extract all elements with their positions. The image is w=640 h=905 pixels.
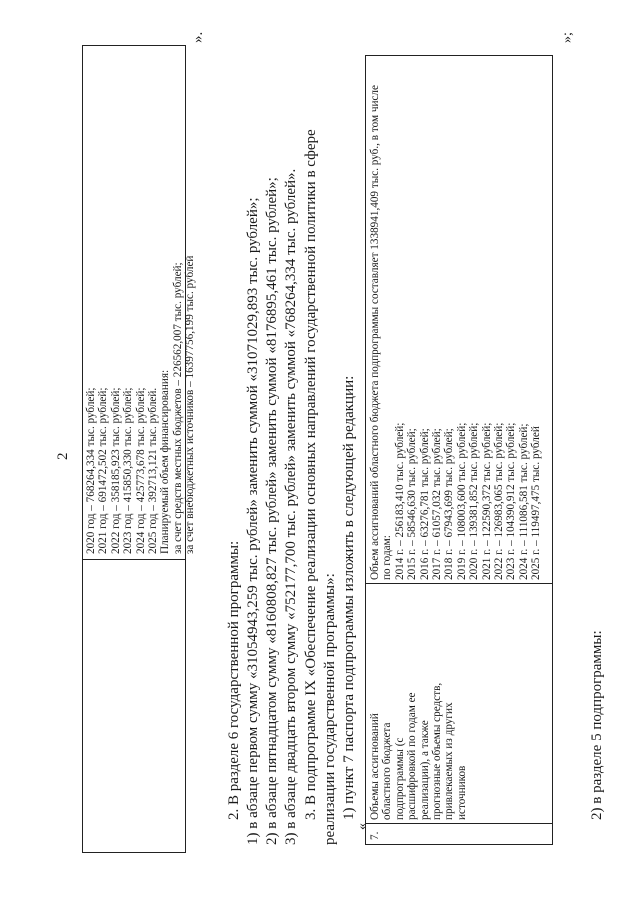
content-line: 2023 г. – 104390,912 тыс. рублей; xyxy=(505,422,518,580)
label-line: привлекаемых из других xyxy=(443,702,456,820)
paragraph-section9-continuation: реализации государственной программы»: xyxy=(322,573,338,845)
table-column-divider xyxy=(366,823,552,824)
funding-table-continuation xyxy=(82,45,197,853)
paragraph-item1: 1) в абзаце первом сумму «31054943,259 тыс. рублей» заменить суммой «31071029,893 тыс. рублей»; xyxy=(245,197,261,845)
content-line: 2022 г. – 126983,065 тыс. рублей; xyxy=(493,422,506,580)
content-line: 2018 г. – 67943,699 тыс. рублей; xyxy=(443,428,456,580)
closing-quote: »; xyxy=(560,32,575,43)
content-line: 2016 г. – 63276,781 тыс. рублей; xyxy=(418,428,431,580)
content-line: 2014 г. – 256183,410 тыс. рублей; xyxy=(393,422,406,580)
paragraph-section5: 2) в разделе 5 подпрограммы: xyxy=(589,630,605,820)
label-line: расшифровкой по годам ее xyxy=(406,692,419,820)
row-label xyxy=(369,683,468,820)
label-line: реализации), а также xyxy=(418,720,431,820)
content-line: 2017 г. – 61057,032 тыс. рублей; xyxy=(431,428,444,580)
table-line: 2025 год – 392713,121 тыс. рублей. xyxy=(147,387,160,554)
label-line: областного бюджета xyxy=(381,722,394,820)
content-line: 2020 г. – 139381,852 тыс. рублей; xyxy=(468,422,481,580)
label-line: прогнозные объемы средств, xyxy=(431,682,444,820)
content-line: 2015 г. – 58546,630 тыс. рублей; xyxy=(406,428,419,580)
opening-quote: « xyxy=(355,823,370,830)
content-line: 2019 г. – 108003,600 тыс. рублей; xyxy=(455,422,468,580)
table-line: 2020 год – 768264,334 тыс. рублей; xyxy=(85,387,97,554)
row-number: 7. xyxy=(369,831,381,840)
paragraph-item2: 2) в абзаце пятнадцатом сумму «8160808,827 тыс. рублей» заменить суммой «8176895,461 тыс. рублей»; xyxy=(264,177,280,845)
table-line: за счет средств местных бюджетов – 226562,007 тыс. рублей; xyxy=(171,262,184,554)
row-content xyxy=(369,85,543,580)
table-column-divider xyxy=(83,559,185,560)
closing-quote: ». xyxy=(190,31,206,43)
table-column-divider xyxy=(366,583,552,584)
paragraph-subitem1: 1) пункт 7 паспорта подпрограммы изложить в следующей редакции: xyxy=(341,375,357,820)
content-line: Объем ассигнований областного бюджета подпрограммы составляет 1338941,409 тыс. руб., в том числе xyxy=(369,85,381,580)
paragraph-item3: 3) в абзаце двадцать втором сумму «752177,700 тыс. рублей» заменить суммой «768264,334 тыс. рублей». xyxy=(283,168,299,845)
table-line: 2022 год – 358185,923 тыс. рублей; xyxy=(109,387,122,554)
passport-table xyxy=(365,55,553,845)
label-line: Объемы ассигнований xyxy=(369,713,381,820)
page-number: 2 xyxy=(55,452,71,460)
table-line: 2024 год – 425773,678 тыс. рублей; xyxy=(134,387,147,554)
content-line: по годам: xyxy=(381,535,394,580)
table-line: Планируемый объем финансирования: xyxy=(159,369,172,554)
content-line: 2024 г. – 111086,581 тыс. рублей; xyxy=(517,423,530,580)
paragraph-section6: 2. В разделе 6 государственной программы: xyxy=(226,540,242,820)
table-line: 2021 год – 691472,502 тыс. рублей; xyxy=(97,387,110,554)
table-line: за счет внебюджетных источников – 16397756,199 тыс. рублей xyxy=(184,255,197,554)
funding-cell xyxy=(85,256,197,554)
paragraph-section9: 3. В подпрограмме IX «Обеспечение реализации основных направлений государственной политики в сфере xyxy=(303,129,319,820)
content-line: 2025 г. – 119497,475 тыс. рублей xyxy=(530,426,543,580)
content-line: 2021 г. – 122590,372 тыс. рублей; xyxy=(480,422,493,580)
label-line: подпрограммы (с xyxy=(393,737,406,820)
table-line: 2023 год – 415850,330 тыс. рублей; xyxy=(122,387,135,554)
label-line: источников xyxy=(455,765,468,820)
